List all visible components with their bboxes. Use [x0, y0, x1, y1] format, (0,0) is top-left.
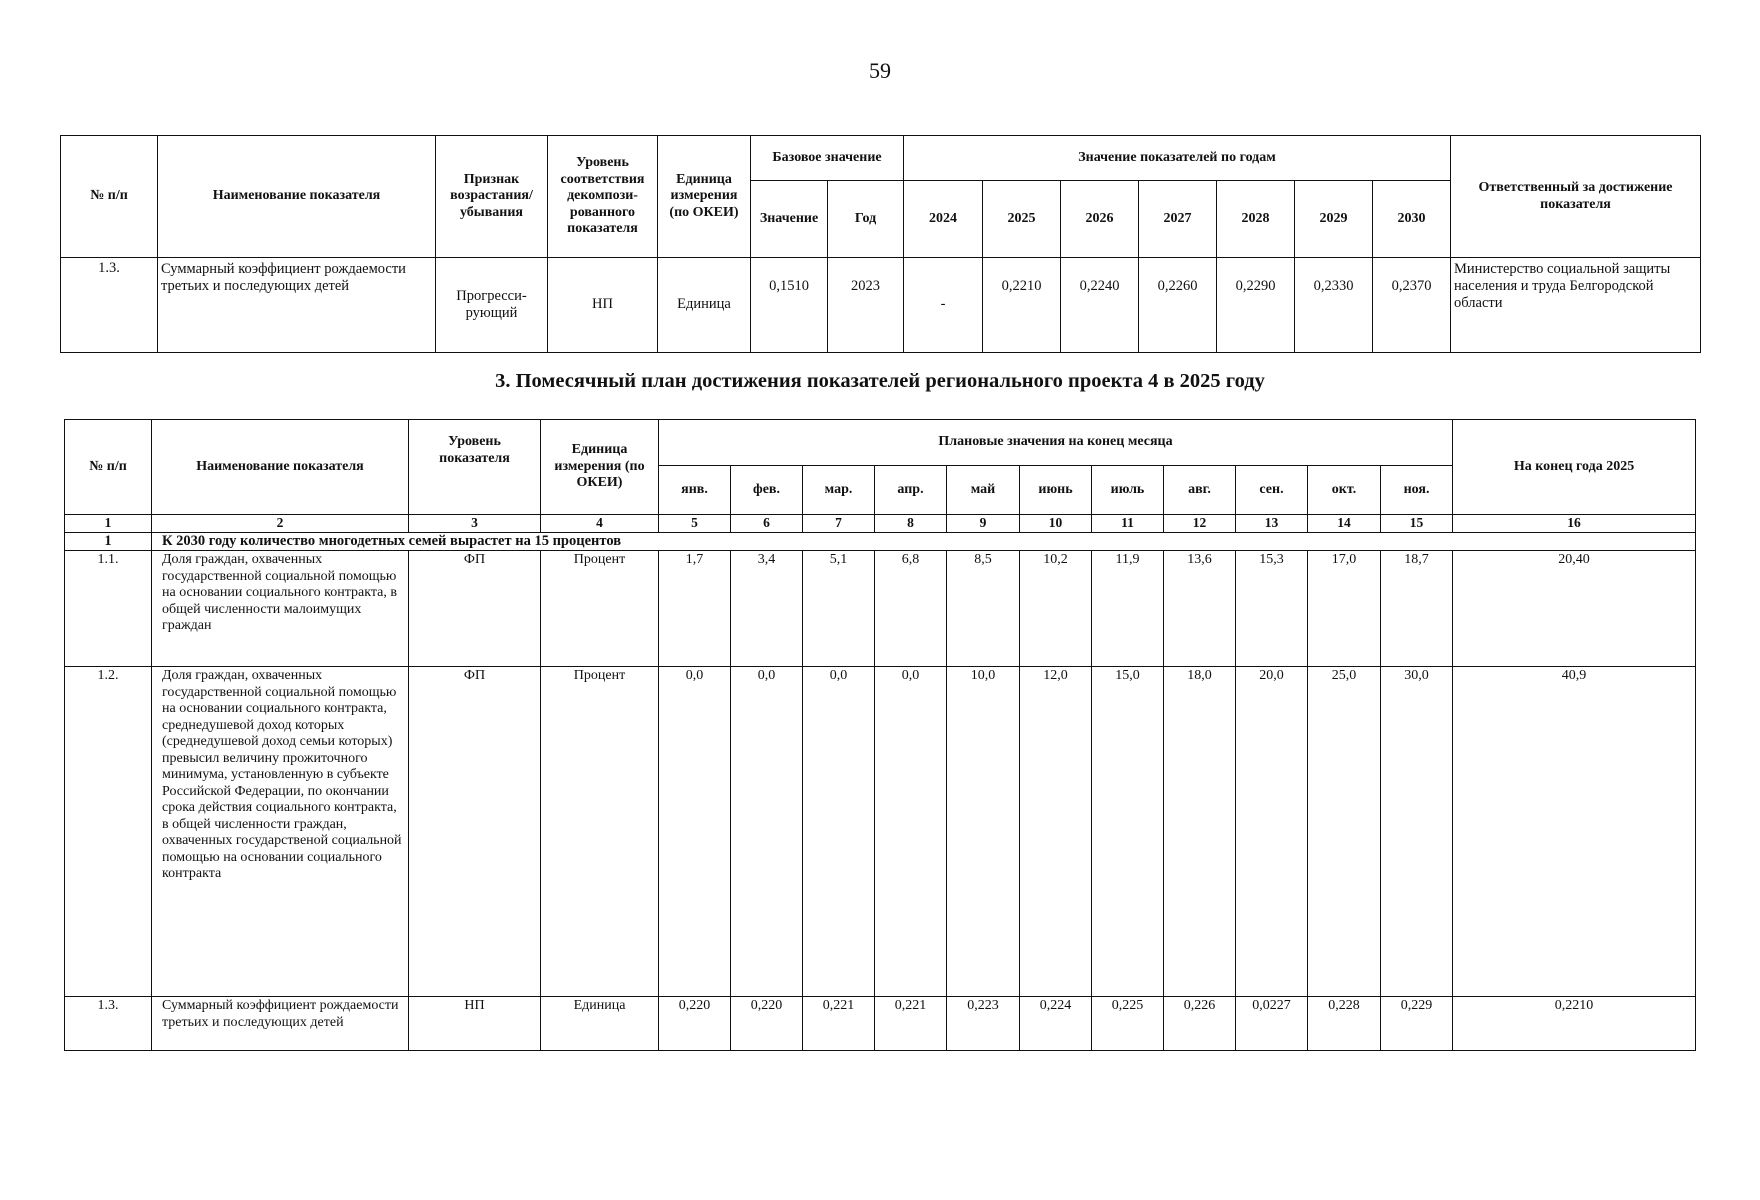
row-month-value: 0,225: [1092, 997, 1164, 1051]
column-number-row: [65, 515, 1696, 533]
group-row: [65, 533, 1696, 551]
header-month: июль: [1092, 466, 1164, 515]
row-month-value: 20,0: [1236, 667, 1308, 997]
row-base-year: 2023: [828, 258, 904, 353]
row-num: 1.3.: [65, 997, 152, 1051]
row-month-value: 1,7: [659, 551, 731, 667]
row-year-value: 0,2240: [1061, 258, 1139, 353]
section-title: 3. Помесячный план достижения показателей регионального проекта 4 в 2025 году: [495, 370, 1265, 392]
row-month-value: 17,0: [1308, 551, 1381, 667]
row-month-value: 15,0: [1092, 667, 1164, 997]
row-month-value: 18,7: [1381, 551, 1453, 667]
header-month: апр.: [875, 466, 947, 515]
row-name: Доля граждан, охваченных государственной социальной помощью на основании социального контракта, среднедушевой доход которых (среднедушевой доход семьи которых) превысил величину прожиточного минимума, установленную в субъекте Российской Федерации, по окончании срока действия социального контракта, в общей численности граждан, охваченных государственой социальной помощью на основании социального контракта: [152, 667, 409, 997]
header-month: май: [947, 466, 1020, 515]
row-month-value: 13,6: [1164, 551, 1236, 667]
header-num: № п/п: [65, 420, 152, 515]
row-month-value: 15,3: [1236, 551, 1308, 667]
group-num: 1: [65, 533, 152, 551]
row-month-value: 8,5: [947, 551, 1020, 667]
header-responsible: Ответственный за достижение показателя: [1451, 136, 1701, 258]
row-month-value: 0,0: [731, 667, 803, 997]
row-unit: Процент: [541, 551, 659, 667]
row-month-value: 18,0: [1164, 667, 1236, 997]
header-month: окт.: [1308, 466, 1381, 515]
header-year-end: На конец года 2025: [1453, 420, 1696, 515]
row-month-value: 0,0: [803, 667, 875, 997]
row-unit: Единица: [541, 997, 659, 1051]
row-year-value: 0,2330: [1295, 258, 1373, 353]
row-month-value: 0,0: [659, 667, 731, 997]
column-number: 9: [947, 515, 1020, 533]
header-year: 2029: [1295, 181, 1373, 258]
row-month-value: 0,220: [731, 997, 803, 1051]
row-year-value: 0,2290: [1217, 258, 1295, 353]
column-number: 13: [1236, 515, 1308, 533]
row-year-value: 0,2210: [983, 258, 1061, 353]
header-level: Уровень соответствия декомпози-рованного показателя: [548, 136, 658, 258]
header-unit: Единица измерения (по ОКЕИ): [541, 420, 659, 515]
row-month-value: 0,221: [875, 997, 947, 1051]
header-year: 2027: [1139, 181, 1217, 258]
header-base-value: Значение: [751, 181, 828, 258]
monthly-plan-table: [64, 419, 1696, 1051]
row-month-value: 30,0: [1381, 667, 1453, 997]
row-level: ФП: [409, 551, 541, 667]
header-year: 2026: [1061, 181, 1139, 258]
row-month-value: 0,0: [875, 667, 947, 997]
row-month-value: 12,0: [1020, 667, 1092, 997]
column-number: 3: [409, 515, 541, 533]
header-month: янв.: [659, 466, 731, 515]
row-base-value: 0,1510: [751, 258, 828, 353]
header-month: фев.: [731, 466, 803, 515]
table-row: [61, 258, 1701, 353]
row-unit: Единица: [658, 258, 751, 353]
header-level: Уровень показателя: [409, 420, 541, 515]
header-unit: Единица измерения (по ОКЕИ): [658, 136, 751, 258]
row-year-value: 0,2370: [1373, 258, 1451, 353]
header-name: Наименование показателя: [158, 136, 436, 258]
row-year-end: 0,2210: [1453, 997, 1696, 1051]
header-month: авг.: [1164, 466, 1236, 515]
row-month-value: 0,228: [1308, 997, 1381, 1051]
row-level: НП: [409, 997, 541, 1051]
row-num: 1.1.: [65, 551, 152, 667]
column-number: 1: [65, 515, 152, 533]
column-number: 6: [731, 515, 803, 533]
row-month-value: 10,2: [1020, 551, 1092, 667]
header-month: июнь: [1020, 466, 1092, 515]
row-month-value: 10,0: [947, 667, 1020, 997]
column-number: 8: [875, 515, 947, 533]
header-trend: Признак возрастания/ убывания: [436, 136, 548, 258]
header-month: сен.: [1236, 466, 1308, 515]
column-number: 5: [659, 515, 731, 533]
row-month-value: 0,226: [1164, 997, 1236, 1051]
header-year: 2030: [1373, 181, 1451, 258]
column-number: 4: [541, 515, 659, 533]
column-number: 14: [1308, 515, 1381, 533]
group-title: К 2030 году количество многодетных семей вырастет на 15 процентов: [152, 533, 1696, 551]
column-number: 11: [1092, 515, 1164, 533]
row-month-value: 11,9: [1092, 551, 1164, 667]
row-month-value: 6,8: [875, 551, 947, 667]
row-year-end: 20,40: [1453, 551, 1696, 667]
row-level: НП: [548, 258, 658, 353]
table-row: [65, 551, 1696, 667]
header-year: 2025: [983, 181, 1061, 258]
header-months-group: Плановые значения на конец месяца: [659, 420, 1453, 466]
row-month-value: 5,1: [803, 551, 875, 667]
row-num: 1.3.: [61, 258, 158, 353]
row-name: Суммарный коэффициент рождаемости третьих и последующих детей: [152, 997, 409, 1051]
table-row: [65, 997, 1696, 1051]
header-name: Наименование показателя: [152, 420, 409, 515]
row-name: Доля граждан, охваченных государственной социальной помощью на основании социального контракта, в общей численности малоимущих граждан: [152, 551, 409, 667]
row-month-value: 3,4: [731, 551, 803, 667]
row-month-value: 0,223: [947, 997, 1020, 1051]
row-year-value: -: [904, 258, 983, 353]
header-year: 2024: [904, 181, 983, 258]
header-years-group: Значение показателей по годам: [904, 136, 1451, 181]
row-name: Суммарный коэффициент рождаемости третьих и последующих детей: [158, 258, 436, 353]
row-month-value: 25,0: [1308, 667, 1381, 997]
page-number: 59: [869, 58, 891, 83]
header-year: 2028: [1217, 181, 1295, 258]
header-num: № п/п: [61, 136, 158, 258]
column-number: 16: [1453, 515, 1696, 533]
column-number: 7: [803, 515, 875, 533]
row-num: 1.2.: [65, 667, 152, 997]
row-month-value: 0,224: [1020, 997, 1092, 1051]
column-number: 10: [1020, 515, 1092, 533]
row-month-value: 0,0227: [1236, 997, 1308, 1051]
row-level: ФП: [409, 667, 541, 997]
column-number: 15: [1381, 515, 1453, 533]
row-month-value: 0,221: [803, 997, 875, 1051]
row-year-end: 40,9: [1453, 667, 1696, 997]
header-base-year: Год: [828, 181, 904, 258]
row-month-value: 0,229: [1381, 997, 1453, 1051]
row-month-value: 0,220: [659, 997, 731, 1051]
table-row: [65, 667, 1696, 997]
column-number: 2: [152, 515, 409, 533]
row-unit: Процент: [541, 667, 659, 997]
header-month: ноя.: [1381, 466, 1453, 515]
header-month: мар.: [803, 466, 875, 515]
row-year-value: 0,2260: [1139, 258, 1217, 353]
column-number: 12: [1164, 515, 1236, 533]
header-base-group: Базовое значение: [751, 136, 904, 181]
indicator-table: [60, 135, 1701, 353]
row-trend: Прогресси-рующий: [436, 258, 548, 353]
row-responsible: Министерство социальной защиты населения и труда Белгородской области: [1451, 258, 1701, 353]
